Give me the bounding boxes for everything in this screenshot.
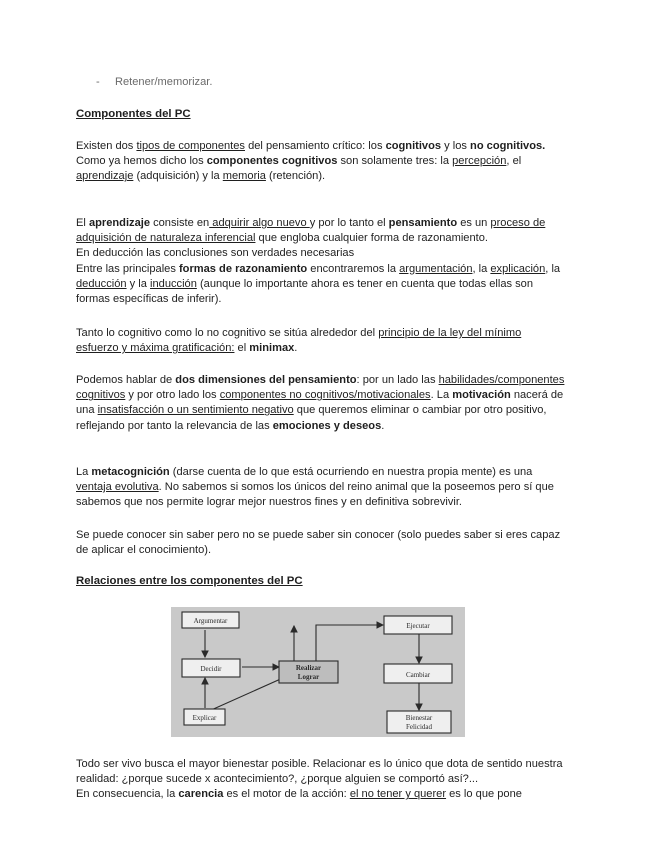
svg-text:Cambiar: Cambiar	[405, 671, 431, 679]
section-heading-componentes: Componentes del PC	[76, 108, 191, 120]
paragraph-minimax: Tanto lo cognitivo como lo no cognitivo se sitúa alrededor del principio de la ley del mínimo esfuerzo y máxima gratificación: el minimax.	[76, 327, 522, 355]
bullet-text: Retener/memorizar.	[115, 76, 213, 88]
diagram-svg	[171, 607, 465, 737]
node-decidir	[182, 659, 240, 677]
svg-text:Decidir: Decidir	[200, 665, 222, 673]
paragraph-metacognicion: La metacognición (darse cuenta de lo que está ocurriendo en nuestra propia mente) es una ventaja evolutiva. No sabemos si somos los únicos del reino animal que la poseemos pero sí que sabemos que nos permite lograr mejor nuestros fines y en definitiva sobrevivir.	[76, 466, 554, 509]
node-realizar-lograr	[279, 661, 338, 683]
node-explicar	[184, 709, 225, 725]
paragraph-bienestar: Todo ser vivo busca el mayor bienestar posible. Relacionar es lo único que dota de sentido nuestra realidad: ¿porque sucede x acontecimiento?, ¿porque alguien se comportó así?... En consecuencia, la carencia es el motor de la acción: el no tener y querer es lo que pone	[76, 758, 563, 801]
svg-text:Argumentar: Argumentar	[193, 617, 228, 625]
node-cambiar	[384, 664, 452, 683]
svg-text:Explicar: Explicar	[192, 714, 217, 722]
paragraph-conocer-saber: Se puede conocer sin saber pero no se puede saber sin conocer (solo puedes saber si eres capaz de aplicar el conocimiento).	[76, 529, 561, 557]
svg-text:Felicidad: Felicidad	[405, 723, 433, 731]
node-argumentar	[182, 612, 239, 628]
svg-text:Realizar: Realizar	[295, 664, 322, 672]
paragraph-dimensiones: Podemos hablar de dos dimensiones del pensamiento: por un lado las habilidades/componentes cognitivos y por otro lado los componentes no cognitivos/motivacionales. La motivación nacerá de una insatisfacción o un sentimiento negativo que queremos eliminar o cambiar por otro positivo, reflejando por tanto la relevancia de las emociones y deseos.	[76, 374, 565, 432]
svg-text:Ejecutar: Ejecutar	[406, 622, 430, 630]
arrow-realizar-ejecutar	[316, 625, 383, 664]
paragraph-aprendizaje: El aprendizaje consiste en adquirir algo nuevo y por lo tanto el pensamiento es un proceso de adquisición de naturaleza inferencial que engloba cualquier forma de razonamiento. En deducción las conclusiones son verdades necesarias Entre las principales formas de razonamiento encontraremos la argumentación, la explicación, la deducción y la inducción (aunque lo importante ahora es tener en cuenta que todas ellas son formas específicas de inferir).	[76, 217, 561, 306]
bullet-item	[96, 76, 212, 88]
bullet-dash: -	[96, 76, 100, 88]
node-bienestar-felicidad	[387, 711, 451, 733]
svg-text:Lograr: Lograr	[297, 673, 320, 681]
svg-text:Bienestar: Bienestar	[405, 714, 433, 722]
paragraph-tipos-componentes: Existen dos tipos de componentes del pensamiento crítico: los cognitivos y los no cognitivos. Como ya hemos dicho los componentes cognitivos son solamente tres: la percepción, el aprendizaje (adquisición) y la memoria (retención).	[76, 140, 546, 183]
relationship-diagram	[171, 607, 465, 737]
node-ejecutar	[384, 616, 452, 634]
section-heading-relaciones: Relaciones entre los componentes del PC	[76, 575, 303, 587]
